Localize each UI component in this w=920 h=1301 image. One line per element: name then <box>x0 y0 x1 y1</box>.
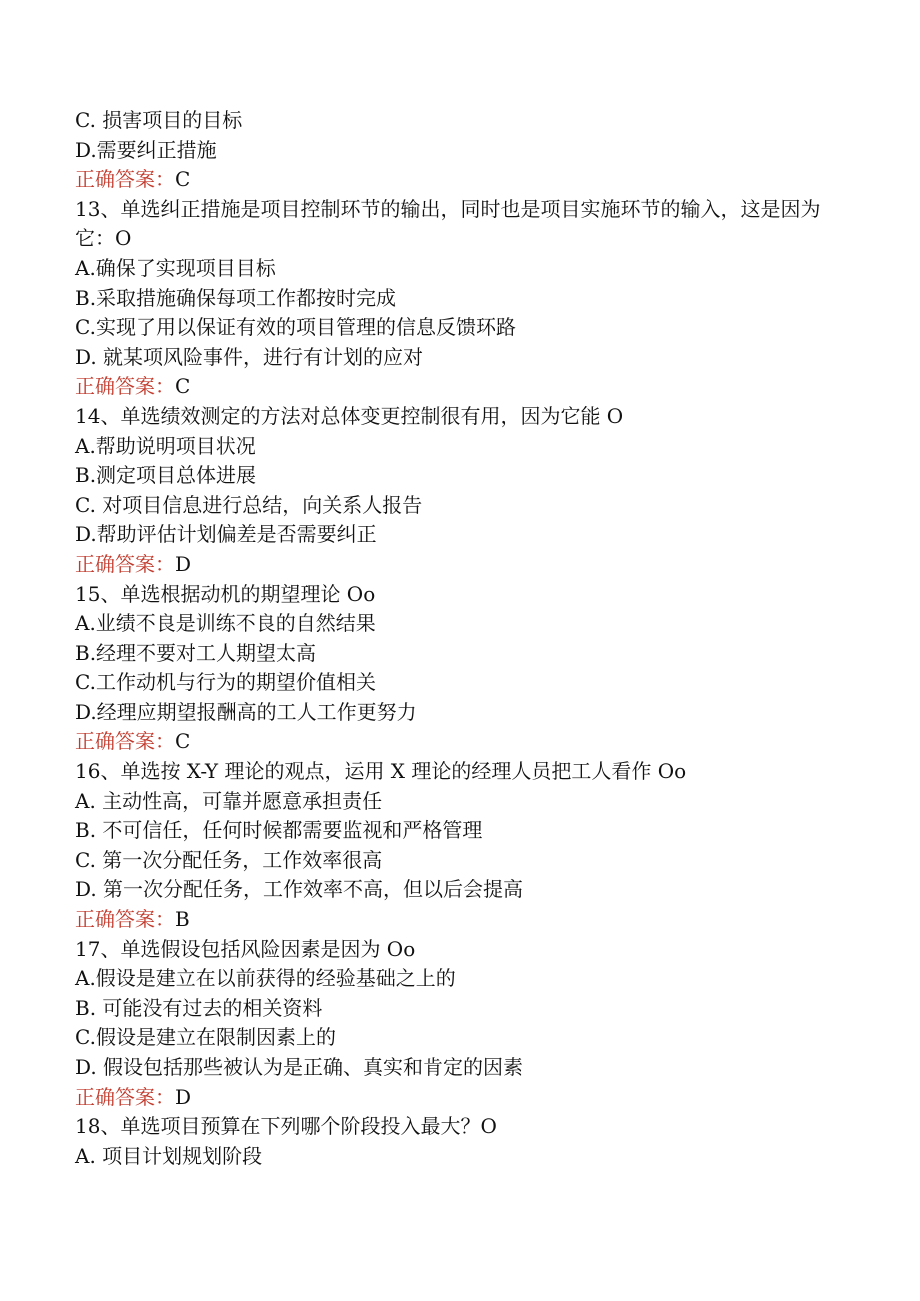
question-17-option-b: B. 可能没有过去的相关资料 <box>75 995 323 1020</box>
answer-value: C <box>175 374 191 399</box>
question-13-option-c: C.实现了用以保证有效的项目管理的信息反馈环路 <box>75 315 516 340</box>
question-13-answer <box>75 372 835 402</box>
answer-value: C <box>175 729 191 754</box>
answer-value: D <box>175 551 192 576</box>
option-d: D.需要纠正措施 <box>75 137 217 162</box>
question-17-answer <box>75 1083 835 1113</box>
option-c: C. 损害项目的目标 <box>75 108 243 132</box>
question-15-option-c: C.工作动机与行为的期望价值相关 <box>75 670 376 695</box>
document-page <box>75 106 835 1171</box>
question-15-option-b: B.经理不要对工人期望太高 <box>75 640 317 665</box>
question-17-option-c: C.假设是建立在限制因素上的 <box>75 1025 336 1050</box>
question-15-option-d: D.经理应期望报酬高的工人工作更努力 <box>75 699 417 724</box>
question-14-answer <box>75 550 835 580</box>
answer-value: B <box>175 907 190 932</box>
question-13-stem: 13、单选纠正措施是项目控制环节的输出，同时也是项目实施环节的输入，这是因为它：O <box>75 196 821 251</box>
answer-label: 正确答案： <box>75 1084 175 1109</box>
answer-value: D <box>175 1084 192 1109</box>
question-16-option-b: B. 不可信任，任何时候都需要监视和严格管理 <box>75 818 483 843</box>
question-14-option-b: B.测定项目总体进展 <box>75 463 257 488</box>
answer-label: 正确答案： <box>75 907 175 932</box>
question-16-option-d: D. 第一次分配任务，工作效率不高，但以后会提高 <box>75 877 524 902</box>
question-16-answer <box>75 905 835 935</box>
question-15-stem: 15、单选根据动机的期望理论 Oo <box>75 581 376 606</box>
question-14-stem: 14、单选绩效测定的方法对总体变更控制很有用，因为它能 O <box>75 403 624 428</box>
question-13-option-b: B.采取措施确保每项工作都按时完成 <box>75 285 397 310</box>
answer-label: 正确答案： <box>75 167 175 192</box>
question-17-stem: 17、单选假设包括风险因素是因为 Oo <box>75 936 416 961</box>
question-18-stem: 18、单选项目预算在下列哪个阶段投入最大？O <box>75 1114 497 1139</box>
question-18-option-a: A. 项目计划规划阶段 <box>75 1143 263 1168</box>
question-16-option-a: A. 主动性高，可靠并愿意承担责任 <box>75 788 383 813</box>
question-16-option-c: C. 第一次分配任务，工作效率很高 <box>75 847 383 872</box>
question-15-answer <box>75 727 835 757</box>
question-14-option-d: D.帮助评估计划偏差是否需要纠正 <box>75 522 377 547</box>
question-17-option-d: D. 假设包括那些被认为是正确、真实和肯定的因素 <box>75 1055 524 1079</box>
question-15-option-a: A.业绩不良是训练不良的自然结果 <box>75 611 376 636</box>
answer-label: 正确答案： <box>75 729 175 754</box>
question-13-option-d: D. 就某项风险事件，进行有计划的应对 <box>75 344 424 369</box>
answer-label: 正确答案： <box>75 551 175 576</box>
question-13-option-a: A.确保了实现项目目标 <box>75 255 276 280</box>
question-17-option-a: A.假设是建立在以前获得的经验基础之上的 <box>75 966 456 991</box>
answer-label: 正确答案： <box>75 374 175 399</box>
question-16-stem: 16、单选按 X-Y 理论的观点，运用 X 理论的经理人员把工人看作 Oo <box>75 759 687 784</box>
answer-value: C <box>175 167 191 192</box>
answer-line <box>75 165 835 195</box>
question-14-option-a: A.帮助说明项目状况 <box>75 433 256 458</box>
question-14-option-c: C. 对项目信息进行总结，向关系人报告 <box>75 492 423 517</box>
